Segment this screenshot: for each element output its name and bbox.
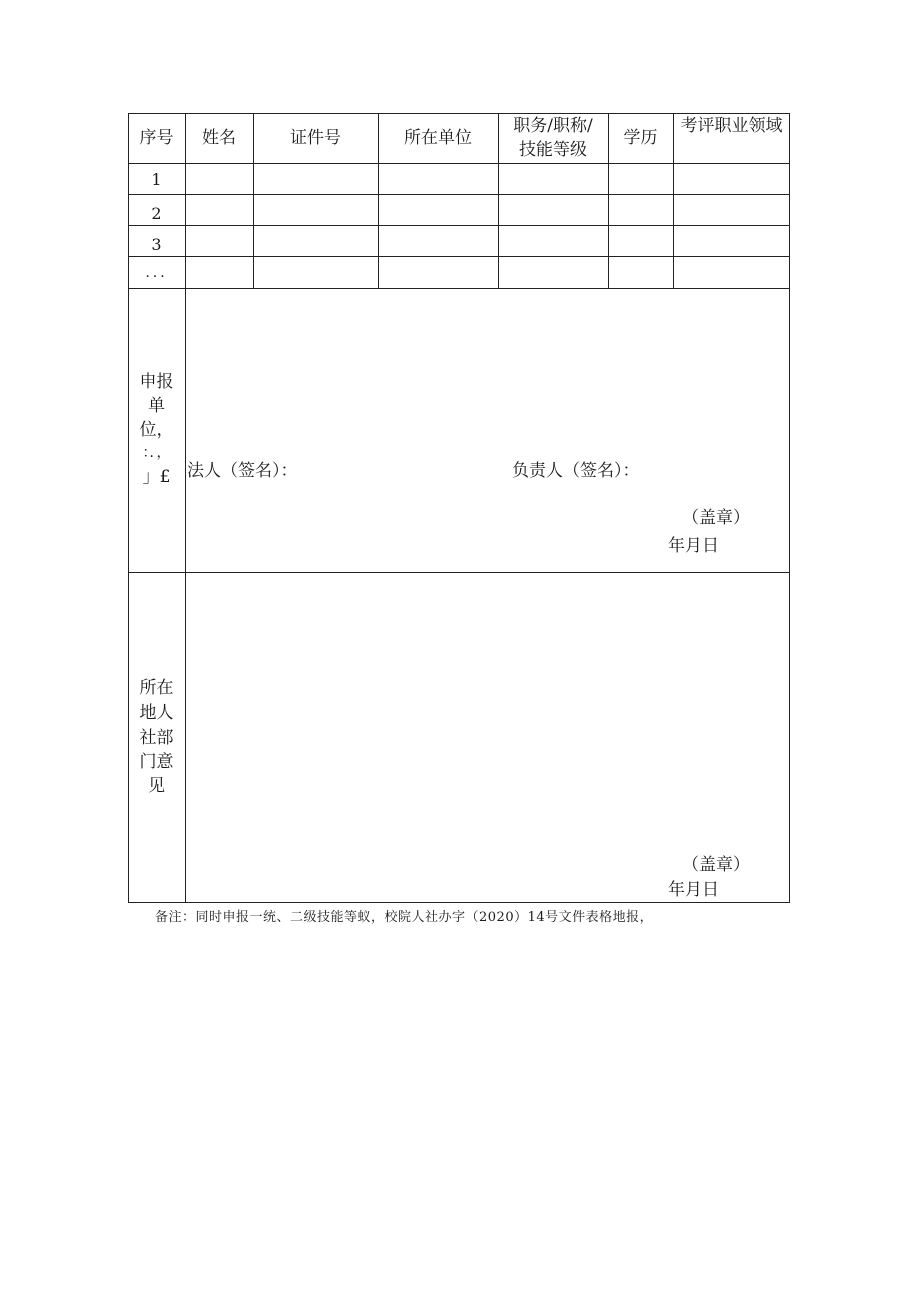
header-title-line1: 职务/职称/ [513, 116, 593, 136]
row-number: ... [145, 265, 168, 281]
header-field: 考评职业领域 [680, 116, 783, 136]
applicant-seal: （盖章） [682, 508, 750, 528]
applicant-label-line: 」£ [142, 467, 171, 487]
row-3-bottom-line [128, 256, 790, 257]
border-top [128, 113, 790, 114]
header-number: 序号 [139, 128, 174, 148]
hr-date: 年月日 [668, 880, 719, 900]
row-2-bottom-line [128, 225, 790, 226]
header-education: 学历 [623, 128, 658, 148]
row-4-bottom-line [128, 288, 790, 289]
header-bottom-line [128, 163, 790, 164]
col-line-unit [498, 113, 499, 288]
label-column-line [185, 113, 186, 903]
hr-label-line: 社部 [139, 728, 174, 748]
applicant-label-line: 申报 [139, 372, 174, 392]
applicant-label-line: 单 [148, 396, 165, 416]
row-number: 3 [151, 235, 162, 254]
row-number: 2 [151, 204, 162, 223]
hr-seal: （盖章） [682, 855, 750, 875]
border-right [789, 113, 790, 903]
border-bottom [128, 902, 790, 903]
hr-label-line: 门意 [139, 752, 174, 772]
col-line-edu [673, 113, 674, 288]
applicant-date: 年月日 [668, 536, 719, 556]
applicant-label-line: 位， [139, 420, 174, 440]
header-name: 姓名 [202, 128, 236, 148]
application-form [128, 113, 790, 903]
footnote: 备注：同时申报一统、二级技能等蚁，校院人社办字（2020）14号文件表格地报， [155, 910, 654, 925]
hr-label-line: 地人 [139, 703, 174, 723]
hr-label-line: 所在 [139, 678, 174, 698]
responsible-person-signature: 负责人（签名）： [512, 461, 640, 481]
applicant-section-bottom-line [128, 572, 790, 573]
legal-person-signature: 法人（签名）： [187, 461, 298, 481]
header-id: 证件号 [290, 128, 341, 148]
applicant-label-line: ：．， [142, 445, 171, 461]
row-1-bottom-line [128, 194, 790, 195]
header-unit: 所在单位 [404, 128, 472, 148]
hr-label-line: 见 [148, 776, 165, 796]
header-title-line2: 技能等级 [519, 140, 587, 160]
row-number: 1 [151, 170, 162, 189]
